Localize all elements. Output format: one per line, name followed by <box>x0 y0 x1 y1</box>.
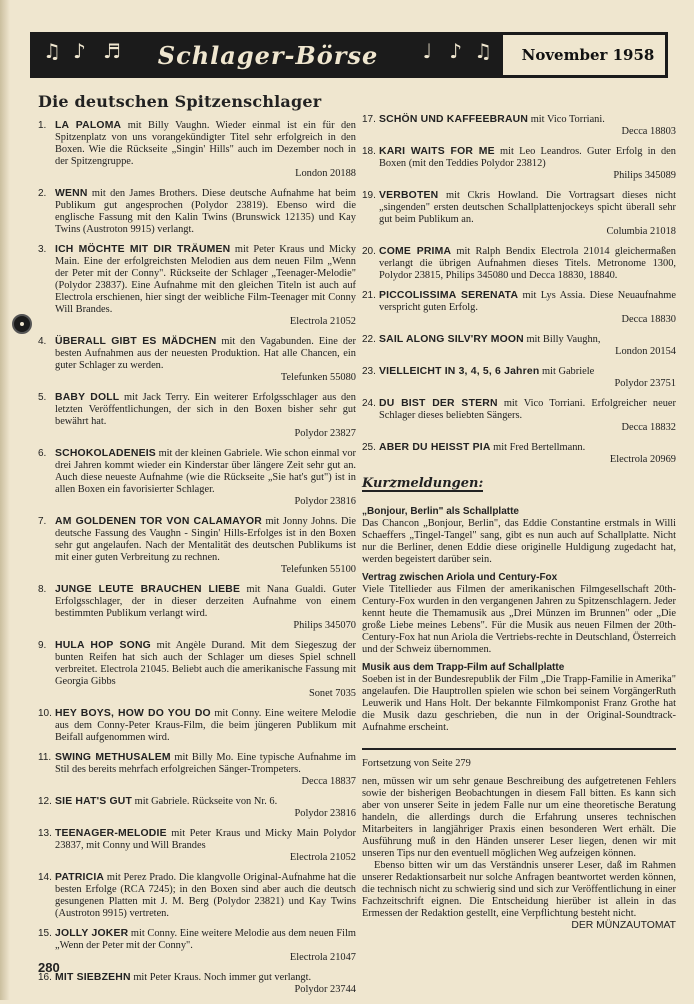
news-body: Soeben ist in der Bundesrepublik der Film „Die Trapp-Familie in Amerika" angelaufen. Die Hauptrollen spielen wie schon bei seinem VorgängerRuth Leuwerik und Hans Holt. Der bekannte Filmkomponist Franz Grothe hat die Musik dazu geschrieben, die nun in der Original-Soundtrack-Aufnahme erscheint. <box>362 674 676 733</box>
chart-entry <box>362 334 676 358</box>
chart-entry <box>362 190 676 238</box>
masthead-title-block <box>33 35 503 75</box>
entry-description: mit Vico Torriani. <box>528 114 605 125</box>
catalog-number: London 20188 <box>295 168 356 179</box>
entry-number: 15. <box>38 928 52 939</box>
continuation-body-2: Ebenso bitten wir um das Verständnis unserer Leser, daß im Rahmen unserer Redaktionsarbeit nur solche Anfragen beantwortet werden können, die technisch nicht zu schwierig sind und sich zur Veröffentlichung in einer Fachzeitschrift eignen. Die Entscheidung hierüber ist allein in das Ermessen der Redaktion gestellt, eine Verpflichtung besteht nicht. <box>362 860 676 919</box>
entry-number: 18. <box>362 146 376 157</box>
entry-number: 11. <box>38 752 52 763</box>
entry-number: 4. <box>38 336 47 347</box>
catalog-number: Polydor 23827 <box>294 428 356 439</box>
entry-description: mit Angèle Durand. Mit dem Siegeszug der bunten Reifen hat sich auch der Schlager um dieses Spiel schnell verbreitet. Electrola 21045. Beliebt auch die amerikanische Fassung mit Georgia Gibbs <box>55 640 357 687</box>
catalog-number: Decca 18832 <box>621 422 676 433</box>
chart-entry <box>38 872 356 920</box>
song-title: MIT SIEBZEHN <box>55 972 131 983</box>
catalog-number: Philips 345089 <box>613 170 676 181</box>
catalog-number: Electrola 21052 <box>289 852 356 863</box>
kurzmeldungen-heading: Kurzmeldungen: <box>362 476 484 491</box>
chart-entry <box>362 290 676 326</box>
song-title: ABER DU HEISST PIA <box>379 442 491 453</box>
issue-date: November 1958 <box>521 46 655 64</box>
news-title: „Bonjour, Berlin" als Schallplatte <box>362 506 519 517</box>
song-title: COME PRIMA <box>379 246 452 257</box>
song-title: WENN <box>55 188 88 199</box>
news-body: Das Chancon „Bonjour, Berlin", das Eddie Constantine erstmals in Willi Schaeffers „Tingel-Tangel" sang, gibt es nun auch auf Schallplatte. Nicht nur die Berliner, denen Eddie diese originelle Huldigung zugedacht hat, werden begeistert darüber sein. <box>362 518 676 565</box>
chart-entry <box>38 708 356 744</box>
chart-list-left <box>38 120 356 996</box>
entry-description: mit Jonny Johns. Die deutsche Fassung des Vaughn - Singin' Hills-Erfolges ist in den Boxen sehr gut angelaufen. Nach der Mentalität des deutschen Publikums ist mit einer guten Verbreitung zu rechnen. <box>55 516 356 563</box>
entry-description: mit Conny. Eine weitere Melodie aus dem Conny-Peter Kraus-Film, die beim jüngeren Publikum mit Beifall aufgenommen wird. <box>55 708 356 743</box>
chart-entry <box>38 120 356 180</box>
continuation-body: nen, müssen wir um sehr genaue Beschreibung des aufgetretenen Fehlers sowie der bisherigen Beobachtungen in diesem Fall bitten. Es kann sich aber von unserer Seite in jedem Falle nur um eine theoretische Beratung handeln, die allerdings durch die Erfahrung unseres technischen Mitarbeiters in langjähriger Praxis einen besonderen Wert erhält. Die Ausführung muß in den Händen unserer Leser liegen, denen wir mit unseren Tips nur den eventuell möglichen Weg aufzeigen können. <box>362 776 676 859</box>
entry-description: mit Leo Leandros. Guter Erfolg in den Boxen (mit den Teddies Polydor 23812) <box>379 146 676 169</box>
entry-number: 24. <box>362 398 376 409</box>
entry-number: 17. <box>362 114 376 125</box>
chart-entry <box>38 584 356 632</box>
entry-description: mit Peter Kraus. Noch immer gut verlangt. <box>130 972 312 983</box>
song-title: AM GOLDENEN TOR VON CALAMAYOR <box>55 516 262 527</box>
chart-entry <box>38 828 356 864</box>
entry-description: mit der kleinen Gabriele. Wie schon einmal vor drei Jahren kommt wieder ein Kinderstar über längere Zeit sehr gut an. Auch diese neueste Aufnahme (wie die Rückseite „Sie hat's gut") ist in allen Boxen ein favorisierter Schlager. <box>55 448 356 495</box>
catalog-number: Polydor 23816 <box>294 496 356 507</box>
page-spine-shadow <box>0 0 10 1000</box>
catalog-number: Sonet 7035 <box>308 688 356 699</box>
record-marker-icon <box>12 314 32 334</box>
entry-number: 22. <box>362 334 376 345</box>
news-list <box>362 506 676 734</box>
chart-entry <box>38 972 356 996</box>
signature: DER MÜNZAUTOMAT <box>571 920 676 931</box>
masthead-banner <box>30 32 668 78</box>
entry-description: mit Nana Gualdi. Guter Erfolgsschlager, der in dieser derzeiten Aufnahme von einem bestimmten Publikum verlangt wird. <box>55 584 356 619</box>
guitar-icon: ♩ <box>422 39 433 63</box>
chart-entry <box>38 640 356 700</box>
entry-description: mit Fred Bertellmann. <box>490 442 586 453</box>
music-note-icon: ♪ <box>73 39 87 63</box>
song-title: ICH MÖCHTE MIT DIR TRÄUMEN <box>55 244 231 255</box>
entry-number: 3. <box>38 244 47 255</box>
entry-description: mit Ralph Bendix Electrola 21014 gleichermaßen verlangt die übrigen Aufnahmen dieses Titels. Metronome 1300, Polydor 23815, Philips 345080 und Decca 18830, 18840. <box>379 246 676 281</box>
song-title: PATRICIA <box>55 872 105 883</box>
entry-number: 8. <box>38 584 47 595</box>
song-title: HULA HOP SONG <box>55 640 151 651</box>
song-title: SAIL ALONG SILV'RY MOON <box>379 334 524 345</box>
song-title: SCHÖN UND KAFFEEBRAUN <box>379 114 529 125</box>
entry-number: 20. <box>362 246 376 257</box>
entry-number: 23. <box>362 366 376 377</box>
chart-entry <box>38 448 356 508</box>
song-title: SIE HAT'S GUT <box>55 796 133 807</box>
right-column <box>362 114 676 932</box>
catalog-number: Philips 345070 <box>293 620 356 631</box>
catalog-number: London 20154 <box>615 346 676 357</box>
catalog-number: Decca 18830 <box>621 314 676 325</box>
chart-entry <box>38 928 356 964</box>
entry-description: mit Gabriele <box>539 366 595 377</box>
entry-description: mit Peter Kraus und Micky Main Polydor 23837, mit Conny und Will Brandes <box>55 828 356 851</box>
entry-number: 25. <box>362 442 376 453</box>
chart-entry <box>38 752 356 788</box>
catalog-number: Polydor 23751 <box>614 378 676 389</box>
entry-description: mit Lys Assia. Diese Neuaufnahme verspricht guten Erfolg. <box>379 290 677 313</box>
news-title: Vertrag zwischen Ariola und Century-Fox <box>362 572 558 583</box>
song-title: JOLLY JOKER <box>55 928 129 939</box>
music-note-icon: ♫ <box>474 39 493 63</box>
entry-description: mit Perez Prado. Die klangvolle Original-Aufnahme hat die besten Erfolge (RCA 7245); in den Boxen sind aber auch die deutsch gesungenen Platten mit J. M. Berg (Polydor 23821) und Kay Twins (Austroton 9915) vertreten. <box>55 872 356 919</box>
news-body: Viele Titellieder aus Filmen der amerikanischen Filmgesellschaft 20th-Century-Fox wurden in den vergangenen Jahren zu Spitzenschlagern. Jeder kennt heute die Themamusik aus „Drei Münzen im Brunnen" oder „Die große Liebe meines Lebens". Für die Musik aus neuen Filmen der 20th-Century-Fox hat nun Ariola die Vertriebs-rechte in Deutschland, Österreich und der Schweiz übernommen. <box>362 584 676 655</box>
continuation-heading: Fortsetzung von Seite 279 <box>362 758 471 769</box>
catalog-number: Telefunken 55100 <box>280 564 356 575</box>
entry-description: mit Vico Torriani. Erfolgreicher neuer Schlager dieses beliebten Sängers. <box>379 398 676 421</box>
song-title: SCHOKOLADENEIS <box>55 448 156 459</box>
chart-entry <box>362 146 676 182</box>
song-title: KARI WAITS FOR ME <box>379 146 495 157</box>
chart-entry <box>38 392 356 440</box>
entry-description: mit Gabriele. Rückseite von Nr. 6. <box>132 796 278 807</box>
chart-entry <box>38 796 356 820</box>
chart-entry <box>38 244 356 328</box>
entry-description: mit Billy Vaughn, <box>523 334 601 345</box>
entry-description: mit Conny. Eine weitere Melodie aus dem neuen Film „Wenn der Peter mit der Conny". <box>55 928 356 951</box>
catalog-number: Telefunken 55080 <box>280 372 356 383</box>
song-title: VIELLEICHT IN 3, 4, 5, 6 Jahren <box>379 366 540 377</box>
chart-entry <box>362 246 676 282</box>
catalog-number: Polydor 23816 <box>294 808 356 819</box>
entry-number: 2. <box>38 188 47 199</box>
chart-list-right <box>362 114 676 466</box>
entry-number: 21. <box>362 290 376 301</box>
entry-number: 10. <box>38 708 52 719</box>
song-title: LA PALOMA <box>55 120 122 131</box>
entry-description: mit Billy Vaughn. Wieder einmal ist ein für den Spitzenplatz von uns vorangekündigter Titel sehr erfolgreich in den Boxen. Wie die Rückseite „Singin' Hills" auch im Dezember noch in der Spitzengruppe. <box>55 120 356 167</box>
catalog-number: Polydor 23744 <box>294 984 356 995</box>
section-heading: Die deutschen Spitzenschlager <box>38 92 322 111</box>
chart-entry <box>362 114 676 138</box>
entry-number: 1. <box>38 120 47 131</box>
song-title: DU BIST DER STERN <box>379 398 498 409</box>
music-note-icon: ♫ <box>43 39 62 63</box>
entry-number: 7. <box>38 516 47 527</box>
entry-description: mit Ckris Howland. Die Vortragsart dieses nicht „singenden" ersten deutschen Schallplattenjockeys spicht überall sehr gut beim Publikum an. <box>379 190 676 225</box>
entry-description: mit den James Brothers. Diese deutsche Aufnahme hat beim Publikum gut angesprochen (Polydor 23819). Ebenso wird die englische Fassung mit den Kalin Twins (Brunswick 12135) und Kay Twins (Austroton 9915) verlangt. <box>55 188 356 235</box>
entry-number: 14. <box>38 872 52 883</box>
news-title: Musik aus dem Trapp-Film auf Schallplatte <box>362 662 565 673</box>
entry-number: 12. <box>38 796 52 807</box>
catalog-number: Electrola 21047 <box>289 952 356 963</box>
entry-number: 19. <box>362 190 376 201</box>
dancing-figures-icon: ♬ <box>103 39 122 63</box>
catalog-number: Columbia 21018 <box>606 226 676 237</box>
entry-description: mit Peter Kraus und Micky Main. Eine der erfolgreichsten Melodien aus dem neuen Film „Wenn der Peter mit der Conny". Rückseite der Schlager „Teenager-Melodie" (Polydor 23837). Eine Aufnahme mit den gleichen Titeln ist auch auf Electrola erschienen, hier singt der weibliche Film-Teenager mit Conny Will Brandes. <box>55 244 356 315</box>
catalog-number: Electrola 20969 <box>609 454 676 465</box>
entry-number: 6. <box>38 448 47 459</box>
song-title: SWING METHUSALEM <box>55 752 171 763</box>
song-title: TEENAGER-MELODIE <box>55 828 167 839</box>
catalog-number: Decca 18803 <box>621 126 676 137</box>
entry-number: 5. <box>38 392 47 403</box>
catalog-number: Decca 18837 <box>301 776 356 787</box>
song-title: BABY DOLL <box>55 392 120 403</box>
page-number: 280 <box>38 960 60 975</box>
masthead-title: Schlager-Börse <box>157 40 379 70</box>
chart-entry <box>362 442 676 466</box>
song-title: HEY BOYS, HOW DO YOU DO <box>55 708 211 719</box>
chart-entry <box>38 516 356 576</box>
song-title: JUNGE LEUTE BRAUCHEN LIEBE <box>55 584 241 595</box>
entry-number: 13. <box>38 828 52 839</box>
chart-entry <box>362 398 676 434</box>
song-title: PICCOLISSIMA SERENATA <box>379 290 519 301</box>
song-title: VERBOTEN <box>379 190 439 201</box>
entry-description: mit Billy Mo. Eine typische Aufnahme im Stil des bereits mehrfach erfolgreichen Sänger-Trompeters. <box>55 752 356 775</box>
entry-description: mit Jack Terry. Ein weiterer Erfolgsschlager aus den letzten Veröffentlichungen, der sich in den Boxen bisher sehr gut bewährt hat. <box>55 392 356 427</box>
entry-number: 16. <box>38 972 52 983</box>
chart-entry <box>362 366 676 390</box>
chart-entry <box>38 336 356 384</box>
entry-number: 9. <box>38 640 47 651</box>
entry-description: mit den Vagabunden. Eine der besten Aufnahmen aus der neuesten Produktion. Hat alle Chancen, ein guter Schlager zu werden. <box>55 336 356 371</box>
song-title: ÜBERALL GIBT ES MÄDCHEN <box>55 336 217 347</box>
chart-entry <box>38 188 356 236</box>
divider-rule <box>362 748 676 750</box>
left-column <box>38 92 357 1004</box>
music-note-icon: ♪ <box>449 39 463 63</box>
catalog-number: Electrola 21052 <box>289 316 356 327</box>
